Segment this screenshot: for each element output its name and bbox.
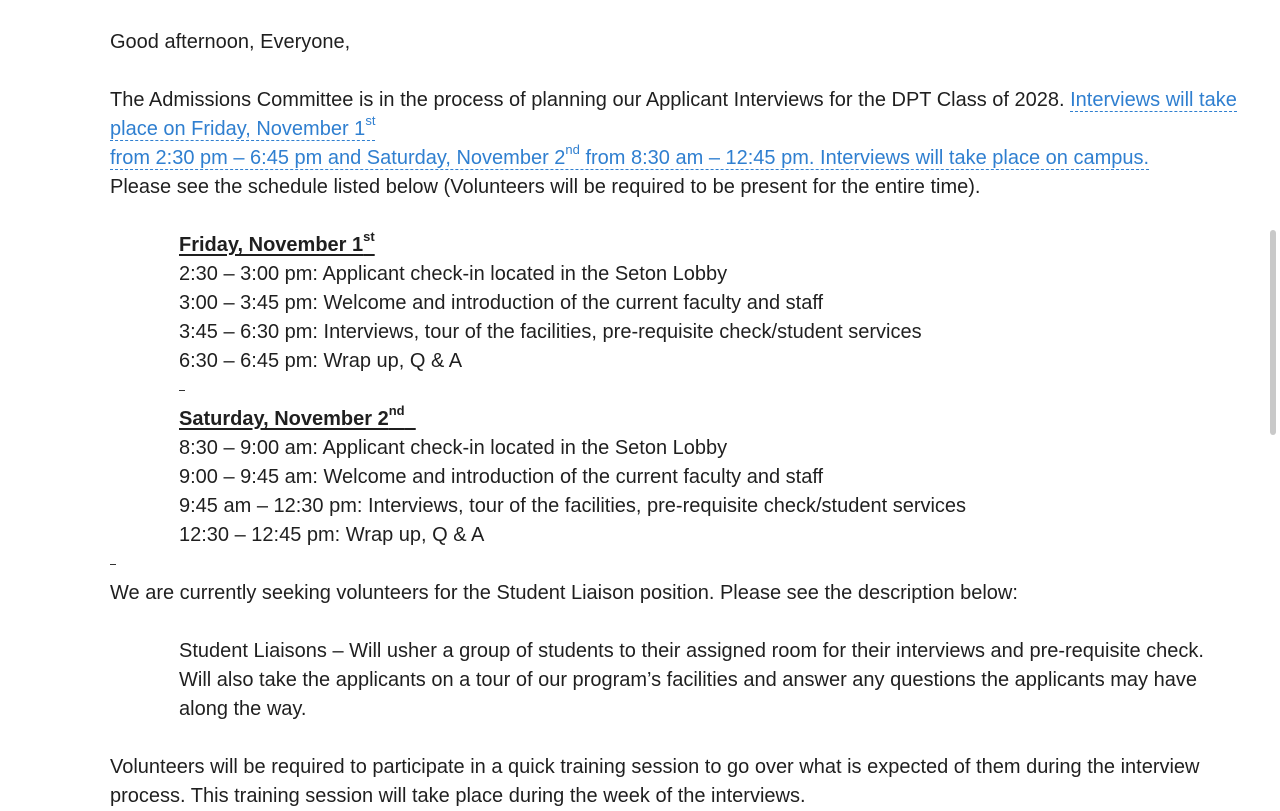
liaison-description: Student Liaisons – Will usher a group of students to their assigned room for their interviews and pre-requisite check. Will also take the applicants on a tour of our program’s facilities and answer any questions the applicants may have along the way. [179,640,1204,720]
interview-dates-link[interactable]: Interviews will take place on Friday, November 1st from 2:30 pm – 6:45 pm and Saturday, November 2nd from 8:30 am – 12:45 pm. Interviews will take place on campus. [110,89,1237,169]
friday-heading: Friday, November 1st [179,229,375,256]
friday-schedule [179,231,1240,405]
intro-text: The Admissions Committee is in the process of planning our Applicant Interviews for the DPT Class of 2028. [110,89,1071,111]
divider [110,550,1240,579]
training-paragraph: Volunteers will be required to participate in a quick training session to go over what is expected of them during the interview process. This training session will take place during the week of the interviews. [110,756,1200,807]
schedule-item: 9:45 am – 12:30 pm: Interviews, tour of the facilities, pre-requisite check/student services [179,495,967,517]
schedule-item: 3:00 – 3:45 pm: Welcome and introduction of the current faculty and staff [179,292,824,314]
schedule-item: 6:30 – 6:45 pm: Wrap up, Q & A [179,350,463,372]
email-body [110,28,1240,811]
intro-paragraph [110,86,1240,202]
schedule-item: 8:30 – 9:00 am: Applicant check-in located in the Seton Lobby [179,437,728,459]
schedule-item: 3:45 – 6:30 pm: Interviews, tour of the facilities, pre-requisite check/student services [179,321,922,343]
intro-after-text: Please see the schedule listed below (Volunteers will be required to be present for the entire time). [110,176,981,198]
schedule-item: 9:00 – 9:45 am: Welcome and introduction of the current faculty and staff [179,466,824,488]
schedule-item: 2:30 – 3:00 pm: Applicant check-in located in the Seton Lobby [179,263,728,285]
volunteers-intro: We are currently seeking volunteers for the Student Liaison position. Please see the description below: [110,582,1018,604]
schedule-item: 12:30 – 12:45 pm: Wrap up, Q & A [179,524,485,546]
divider [179,376,1240,405]
saturday-schedule [179,405,1240,550]
saturday-heading: Saturday, November 2nd [179,403,405,430]
greeting: Good afternoon, Everyone, [110,31,351,53]
scrollbar-thumb[interactable] [1270,230,1276,435]
